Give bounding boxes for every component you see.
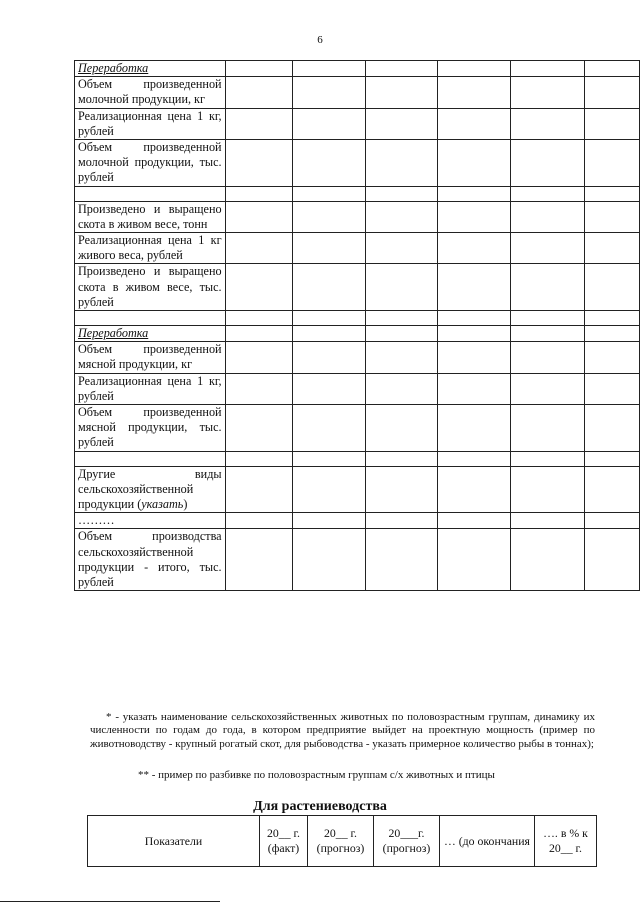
footnote-1: * - указать наименование сельскохозяйственных животных по половозрастным группам, динамику их численности по годам до года, в котором предприятие выйдет на проектную мощность (пример по животноводству - крупный рогатый скот, для рыбоводства - указать примерное количество рыбы в тоннах); [90, 711, 595, 750]
table-row [75, 140, 640, 187]
value-cell [438, 513, 511, 529]
value-cell [438, 529, 511, 591]
value-cell [585, 373, 640, 404]
value-cell [510, 405, 585, 452]
table-row [75, 342, 640, 373]
value-cell [585, 186, 640, 201]
value-cell [366, 326, 438, 342]
value-cell [585, 326, 640, 342]
value-cell [510, 77, 585, 108]
value-cell [510, 529, 585, 591]
value-cell [225, 186, 292, 201]
value-cell [510, 466, 585, 513]
table-row [75, 201, 640, 232]
value-cell [292, 451, 366, 466]
row-label: Другие виды сельскохозяйственной продукции (указать) [75, 466, 226, 513]
value-cell [366, 140, 438, 187]
value-cell [366, 186, 438, 201]
value-cell [225, 466, 292, 513]
value-cell [510, 233, 585, 264]
value-cell [292, 326, 366, 342]
header-cell: Показатели [88, 816, 260, 867]
value-cell [225, 311, 292, 326]
value-cell [510, 108, 585, 139]
footnote-separator [0, 901, 220, 902]
value-cell [585, 405, 640, 452]
value-cell [366, 311, 438, 326]
value-cell [292, 342, 366, 373]
value-cell [366, 513, 438, 529]
value-cell [510, 326, 585, 342]
value-cell [292, 405, 366, 452]
value-cell [225, 405, 292, 452]
value-cell [585, 61, 640, 77]
row-label: Объем произведенной молочной продукции, кг [75, 77, 226, 108]
value-cell [510, 201, 585, 232]
row-label: Произведено и выращено скота в живом весе, тонн [75, 201, 226, 232]
value-cell [510, 311, 585, 326]
spacer-row [75, 451, 640, 466]
value-cell [510, 140, 585, 187]
section-heading-row [75, 61, 640, 77]
value-cell [225, 108, 292, 139]
crop-section-title: Для растениеводства [253, 799, 387, 814]
value-cell [510, 264, 585, 311]
table-row [75, 108, 640, 139]
value-cell [585, 201, 640, 232]
value-cell [585, 77, 640, 108]
value-cell [438, 201, 511, 232]
value-cell [225, 61, 292, 77]
value-cell [225, 342, 292, 373]
value-cell [292, 186, 366, 201]
value-cell [292, 77, 366, 108]
value-cell [292, 373, 366, 404]
table-row [75, 77, 640, 108]
value-cell [438, 326, 511, 342]
value-cell [585, 342, 640, 373]
value-cell [225, 140, 292, 187]
value-cell [510, 61, 585, 77]
value-cell [292, 233, 366, 264]
header-cell: 20__ г. (факт) [260, 816, 308, 867]
value-cell [510, 451, 585, 466]
value-cell [225, 513, 292, 529]
value-cell [225, 201, 292, 232]
value-cell [438, 466, 511, 513]
value-cell [225, 373, 292, 404]
header-cell: …. в % к 20__ г. [535, 816, 597, 867]
value-cell [510, 186, 585, 201]
value-cell [225, 451, 292, 466]
value-cell [510, 342, 585, 373]
table-row [75, 405, 640, 452]
table-row [75, 529, 640, 591]
crop-table [87, 815, 597, 867]
value-cell [585, 108, 640, 139]
row-label: Объем производства сельскохозяйственной продукции - итого, тыс. рублей [75, 529, 226, 591]
value-cell [585, 513, 640, 529]
value-cell [585, 140, 640, 187]
value-cell [292, 201, 366, 232]
crop-table-header-row [88, 816, 597, 867]
section-heading-row [75, 326, 640, 342]
value-cell [292, 61, 366, 77]
value-cell [225, 264, 292, 311]
value-cell [585, 466, 640, 513]
row-label: Объем произведенной мясной продукции, кг [75, 342, 226, 373]
spacer-row [75, 311, 640, 326]
value-cell [366, 529, 438, 591]
value-cell [292, 140, 366, 187]
header-cell: … (до окончания [440, 816, 535, 867]
value-cell [438, 451, 511, 466]
row-label: ……… [75, 513, 226, 529]
value-cell [438, 140, 511, 187]
table-row [75, 373, 640, 404]
header-cell: 20___г. (прогноз) [374, 816, 440, 867]
value-cell [75, 451, 226, 466]
value-cell [438, 373, 511, 404]
value-cell [225, 77, 292, 108]
page-number: 6 [317, 34, 323, 46]
value-cell [438, 311, 511, 326]
production-table [74, 60, 640, 591]
value-cell [585, 264, 640, 311]
value-cell [292, 529, 366, 591]
header-cell: 20__ г. (прогноз) [308, 816, 374, 867]
value-cell [438, 405, 511, 452]
italic-hint: указать [141, 497, 184, 512]
row-label: Произведено и выращено скота в живом весе, тыс. рублей [75, 264, 226, 311]
value-cell [438, 342, 511, 373]
value-cell [366, 201, 438, 232]
table-row [75, 513, 640, 529]
value-cell [366, 342, 438, 373]
row-label: Реализационная цена 1 кг живого веса, рублей [75, 233, 226, 264]
value-cell [292, 513, 366, 529]
section-heading: Переработка [75, 326, 226, 342]
value-cell [292, 108, 366, 139]
row-label: Реализационная цена 1 кг, рублей [75, 373, 226, 404]
section-heading: Переработка [75, 61, 226, 77]
value-cell [510, 513, 585, 529]
spacer-row [75, 186, 640, 201]
value-cell [585, 311, 640, 326]
value-cell [292, 264, 366, 311]
value-cell [438, 77, 511, 108]
value-cell [585, 233, 640, 264]
value-cell [366, 451, 438, 466]
footnote-2: ** - пример по разбивке по половозрастным группам с/х животных и птицы [138, 769, 495, 781]
value-cell [366, 373, 438, 404]
value-cell [438, 186, 511, 201]
value-cell [366, 233, 438, 264]
row-label: Объем произведенной мясной продукции, тыс. рублей [75, 405, 226, 452]
value-cell [366, 466, 438, 513]
row-label: Реализационная цена 1 кг, рублей [75, 108, 226, 139]
table-row [75, 466, 640, 513]
value-cell [366, 108, 438, 139]
value-cell [292, 466, 366, 513]
value-cell [225, 529, 292, 591]
value-cell [438, 264, 511, 311]
value-cell [366, 264, 438, 311]
table-row [75, 233, 640, 264]
value-cell [292, 311, 366, 326]
value-cell [366, 61, 438, 77]
value-cell [225, 233, 292, 264]
value-cell [438, 233, 511, 264]
value-cell [510, 373, 585, 404]
value-cell [75, 186, 226, 201]
row-label: Объем произведенной молочной продукции, тыс. рублей [75, 140, 226, 187]
value-cell [366, 77, 438, 108]
value-cell [438, 61, 511, 77]
value-cell [75, 311, 226, 326]
value-cell [366, 405, 438, 452]
value-cell [438, 108, 511, 139]
value-cell [225, 326, 292, 342]
value-cell [585, 529, 640, 591]
value-cell [585, 451, 640, 466]
table-row [75, 264, 640, 311]
